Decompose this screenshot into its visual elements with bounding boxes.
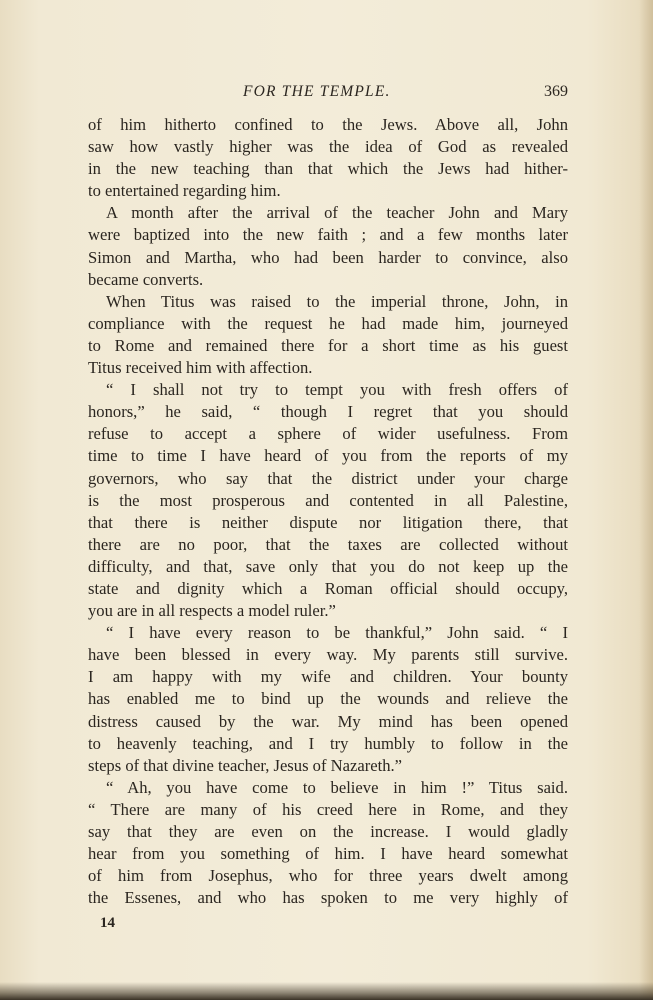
text-line: A month after the arrival of the teacher John and Mary — [106, 203, 568, 223]
text-line: have been blessed in every way. My parents still survive. — [88, 645, 568, 665]
running-title: FOR THE TEMPLE. — [243, 83, 391, 100]
body-text — [88, 114, 568, 909]
text-line: has enabled me to bind up the wounds and relieve the — [88, 689, 568, 709]
page-edge-right — [639, 0, 653, 1000]
text-line: “ I shall not try to tempt you with fresh offers of — [106, 380, 568, 400]
text-line: were baptized into the new faith ; and a few months later — [88, 225, 568, 245]
signature-mark: 14 — [100, 915, 115, 931]
text-line: steps of that divine teacher, Jesus of Nazareth.” — [88, 755, 403, 775]
text-line: to heavenly teaching, and I try humbly to follow in the — [88, 733, 568, 753]
text-line: Simon and Martha, who had been harder to convince, also — [88, 247, 568, 267]
text-line: is the most prosperous and contented in all Palestine, — [88, 490, 568, 510]
page-edge-bottom — [0, 982, 653, 1000]
text-line: state and dignity which a Roman official should occupy, — [88, 578, 568, 598]
text-line: hear from you something of him. I have heard somewhat — [88, 844, 568, 864]
text-line: to Rome and remained there for a short time as his guest — [88, 335, 568, 355]
text-line: “ Ah, you have come to believe in him !” Titus said. — [106, 777, 568, 797]
text-line: Titus received him with affection. — [88, 358, 313, 378]
text-line: in the new teaching than that which the Jews had hither- — [88, 159, 568, 179]
text-line: there are no poor, that the taxes are collected without — [88, 534, 568, 554]
text-line: distress caused by the war. My mind has been opened — [88, 711, 568, 731]
text-line: of him from Josephus, who for three years dwelt among — [88, 866, 568, 886]
text-line: to entertained regarding him. — [88, 181, 281, 201]
text-line: compliance with the request he had made him, journeyed — [88, 313, 568, 333]
text-line: the Essenes, and who has spoken to me very highly of — [88, 888, 568, 908]
text-line: “ I have every reason to be thankful,” John said. “ I — [106, 623, 568, 643]
text-line: “ There are many of his creed here in Rome, and they — [88, 799, 568, 819]
text-line: became converts. — [88, 269, 204, 289]
page-header — [88, 83, 568, 107]
text-line: that there is neither dispute nor litigation there, that — [88, 512, 568, 532]
text-line: you are in all respects a model ruler.” — [88, 601, 336, 621]
text-line: refuse to accept a sphere of wider usefulness. From — [88, 424, 568, 444]
text-line: honors,” he said, “ though I regret that you should — [88, 402, 568, 422]
text-line: time to time I have heard of you from the reports of my — [88, 446, 568, 466]
page-number: 369 — [544, 83, 568, 100]
text-line: difficulty, and that, save only that you do not keep up the — [88, 556, 568, 576]
text-line: I am happy with my wife and children. Your bounty — [88, 667, 568, 687]
text-line: say that they are even on the increase. I would gladly — [88, 822, 568, 841]
text-line: When Titus was raised to the imperial throne, John, in — [106, 291, 568, 311]
text-line: of him hitherto confined to the Jews. Above all, John — [88, 115, 568, 134]
text-line: saw how vastly higher was the idea of God as revealed — [88, 137, 568, 157]
text-line: governors, who say that the district under your charge — [88, 468, 568, 488]
